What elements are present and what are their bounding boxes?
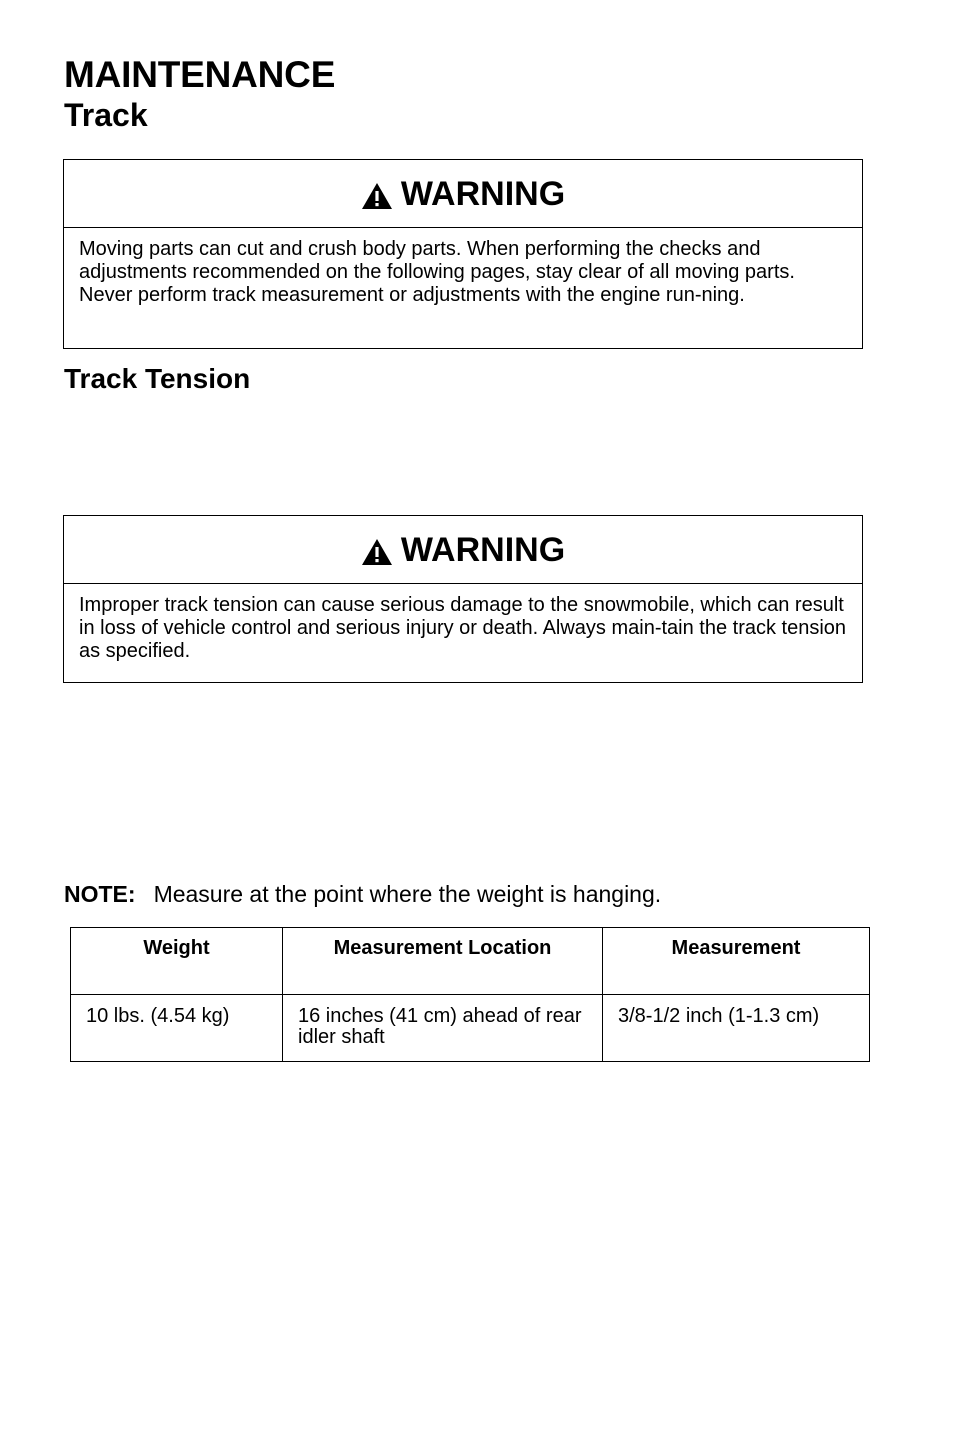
note-text: Measure at the point where the weight is hanging.: [153, 881, 662, 907]
cell-measurement: 3/8-1/2 inch (1-1.3 cm): [603, 995, 870, 1062]
cell-weight: 10 lbs. (4.54 kg): [71, 995, 283, 1062]
warning-header: [64, 160, 862, 228]
table-header-row: [71, 928, 870, 995]
column-header-weight: Weight: [71, 928, 283, 995]
track-tension-spec-table: [70, 927, 870, 1062]
warning-text: Moving parts can cut and crush body parts. When performing the checks and adjustments recommended on the following pages, stay clear of all moving parts. Never perform track measurement or adjustments with the engine run-ning.: [79, 238, 795, 306]
table-row: [71, 995, 870, 1062]
warning-triangle-icon: [361, 538, 393, 566]
warning-text: Improper track tension can cause serious damage to the snowmobile, which can result in loss of vehicle control and serious injury or death. Always main-tain the track tension as specified.: [79, 594, 847, 662]
warning-label: WARNING: [400, 174, 566, 213]
subsection-title: Track: [64, 97, 148, 133]
track-tension-heading: Track Tension: [64, 363, 251, 394]
warning-box-moving-parts: [63, 159, 863, 349]
warning-label: WARNING: [400, 530, 566, 569]
section-title: MAINTENANCE: [64, 54, 336, 95]
note-label: NOTE:: [64, 881, 136, 907]
note: [64, 880, 661, 908]
warning-box-track-tension: [63, 515, 863, 683]
column-header-measurement-location: Measurement Location: [283, 928, 603, 995]
cell-measurement-location: 16 inches (41 cm) ahead of rear idler shaft: [283, 995, 603, 1062]
warning-triangle-icon: [361, 182, 393, 210]
warning-header: [64, 516, 862, 584]
column-header-measurement: Measurement: [603, 928, 870, 995]
